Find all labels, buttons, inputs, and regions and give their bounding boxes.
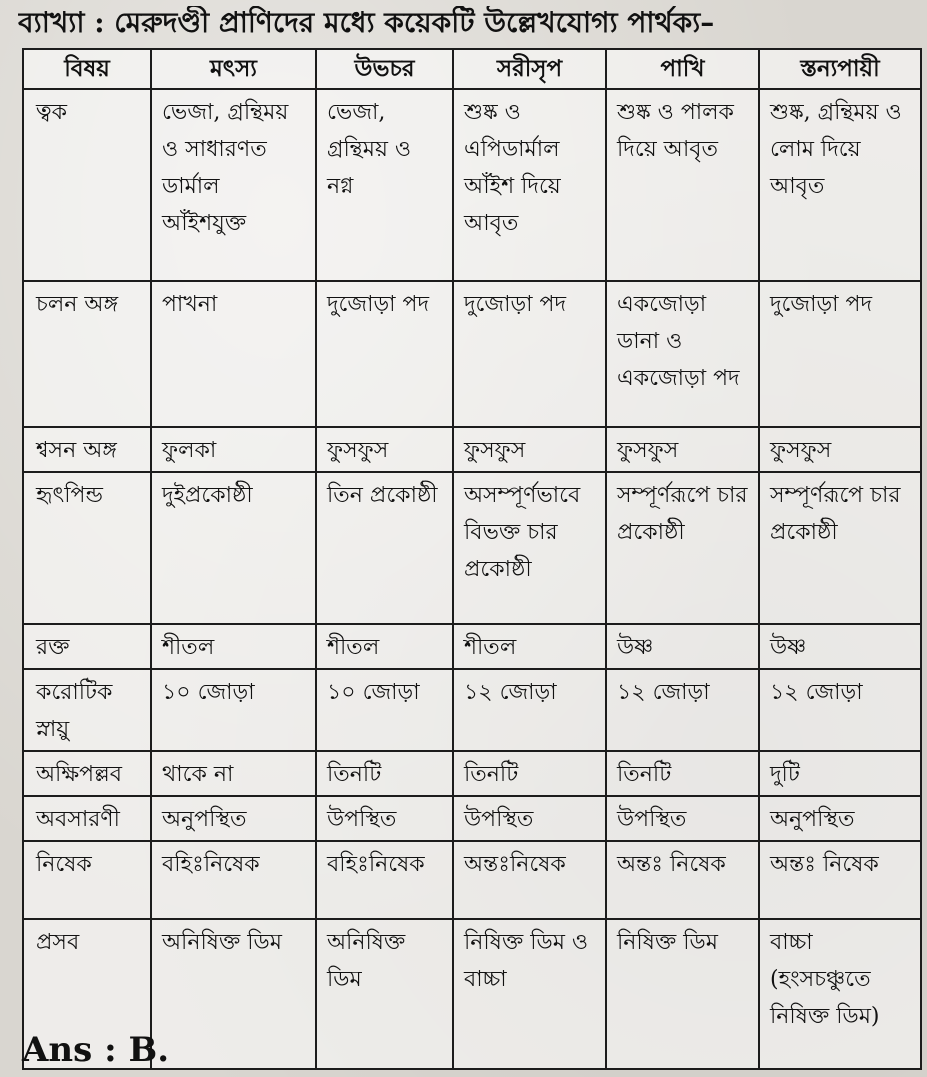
table-cell: উপস্থিত xyxy=(316,796,453,841)
table-cell: দুজোড়া পদ xyxy=(316,281,453,427)
row-subject-cell: অবসারণী xyxy=(23,796,151,841)
table-cell: অনিষিক্ত ডিম xyxy=(316,919,453,1069)
table-cell: অন্তঃ নিষেক xyxy=(606,841,759,919)
table-row xyxy=(23,624,921,669)
table-cell: শুষ্ক ও এপিডার্মাল আঁইশ দিয়ে আবৃত xyxy=(453,89,606,281)
table-cell: বাচ্চা (হংসচঞ্চুতে নিষিক্ত ডিম) xyxy=(759,919,921,1069)
header-cell: স্তন্যপায়ী xyxy=(759,49,921,89)
table-cell: ফুসফুস xyxy=(759,427,921,472)
table-row xyxy=(23,751,921,796)
table-cell: ফুসফুস xyxy=(453,427,606,472)
table-cell: ১০ জোড়া xyxy=(151,669,316,751)
table-cell: উপস্থিত xyxy=(453,796,606,841)
table-cell: তিনটি xyxy=(606,751,759,796)
row-subject-cell: রক্ত xyxy=(23,624,151,669)
table-cell: ১২ জোড়া xyxy=(759,669,921,751)
table-cell: ফুসফুস xyxy=(606,427,759,472)
table-cell: দুজোড়া পদ xyxy=(453,281,606,427)
table-cell: ভেজা, গ্রন্থিময় ও নগ্ন xyxy=(316,89,453,281)
table-cell: অন্তঃ নিষেক xyxy=(759,841,921,919)
table-cell: থাকে না xyxy=(151,751,316,796)
table-cell: নিষিক্ত ডিম xyxy=(606,919,759,1069)
table-cell: বহিঃনিষেক xyxy=(316,841,453,919)
table-cell: শীতল xyxy=(316,624,453,669)
table-cell: দুজোড়া পদ xyxy=(759,281,921,427)
explanation-heading: ব্যাখ্যা : মেরুদণ্ডী প্রাণিদের মধ্যে কয়েকটি উল্লেখযোগ্য পার্থক্য– xyxy=(18,6,715,39)
table-row xyxy=(23,472,921,624)
table-cell: পাখনা xyxy=(151,281,316,427)
header-cell: সরীসৃপ xyxy=(453,49,606,89)
row-subject-cell: ত্বক xyxy=(23,89,151,281)
header-cell: বিষয় xyxy=(23,49,151,89)
table-cell: অসম্পূর্ণভাবে বিভক্ত চার প্রকোষ্ঠী xyxy=(453,472,606,624)
table-cell: উষ্ণ xyxy=(606,624,759,669)
table-row xyxy=(23,281,921,427)
table-row xyxy=(23,427,921,472)
answer-label: Ans : B. xyxy=(22,1030,170,1070)
table-cell: সম্পূর্ণরূপে চার প্রকোষ্ঠী xyxy=(606,472,759,624)
table-cell: তিনটি xyxy=(453,751,606,796)
table-cell: দুইপ্রকোষ্ঠী xyxy=(151,472,316,624)
table-cell: ১২ জোড়া xyxy=(606,669,759,751)
table-cell: ১২ জোড়া xyxy=(453,669,606,751)
table-cell: শীতল xyxy=(151,624,316,669)
row-subject-cell: শ্বসন অঙ্গ xyxy=(23,427,151,472)
table-cell: ফুসফুস xyxy=(316,427,453,472)
table-cell: উষ্ণ xyxy=(759,624,921,669)
table-row xyxy=(23,841,921,919)
table-cell: ফুলকা xyxy=(151,427,316,472)
table-cell: অন্তঃনিষেক xyxy=(453,841,606,919)
row-subject-cell: প্রসব xyxy=(23,919,151,1069)
table-cell: দুটি xyxy=(759,751,921,796)
table-cell: তিন প্রকোষ্ঠী xyxy=(316,472,453,624)
table-cell: শুষ্ক, গ্রন্থিময় ও লোম দিয়ে আবৃত xyxy=(759,89,921,281)
comparison-table-wrapper xyxy=(22,48,920,1070)
header-row xyxy=(23,49,921,89)
header-cell: পাখি xyxy=(606,49,759,89)
table-row xyxy=(23,89,921,281)
table-cell: অনুপস্থিত xyxy=(151,796,316,841)
table-cell: সম্পূর্ণরূপে চার প্রকোষ্ঠী xyxy=(759,472,921,624)
vertebrate-comparison-table xyxy=(22,48,922,1070)
table-cell: শুষ্ক ও পালক দিয়ে আবৃত xyxy=(606,89,759,281)
table-row xyxy=(23,796,921,841)
row-subject-cell: অক্ষিপল্লব xyxy=(23,751,151,796)
header-cell: মৎস্য xyxy=(151,49,316,89)
table-cell: তিনটি xyxy=(316,751,453,796)
row-subject-cell: নিষেক xyxy=(23,841,151,919)
table-cell: ভেজা, গ্রন্থিময় ও সাধারণত ডার্মাল আঁইশযুক্ত xyxy=(151,89,316,281)
table-cell: শীতল xyxy=(453,624,606,669)
table-cell: একজোড়া ডানা ও একজোড়া পদ xyxy=(606,281,759,427)
table-cell: নিষিক্ত ডিম ও বাচ্চা xyxy=(453,919,606,1069)
table-cell: বহিঃনিষেক xyxy=(151,841,316,919)
table-cell: ১০ জোড়া xyxy=(316,669,453,751)
row-subject-cell: হৃৎপিন্ড xyxy=(23,472,151,624)
header-cell: উভচর xyxy=(316,49,453,89)
row-subject-cell: চলন অঙ্গ xyxy=(23,281,151,427)
table-cell: অনুপস্থিত xyxy=(759,796,921,841)
table-cell: উপস্থিত xyxy=(606,796,759,841)
table-cell: অনিষিক্ত ডিম xyxy=(151,919,316,1069)
row-subject-cell: করোটিক স্নায়ু xyxy=(23,669,151,751)
table-row xyxy=(23,669,921,751)
